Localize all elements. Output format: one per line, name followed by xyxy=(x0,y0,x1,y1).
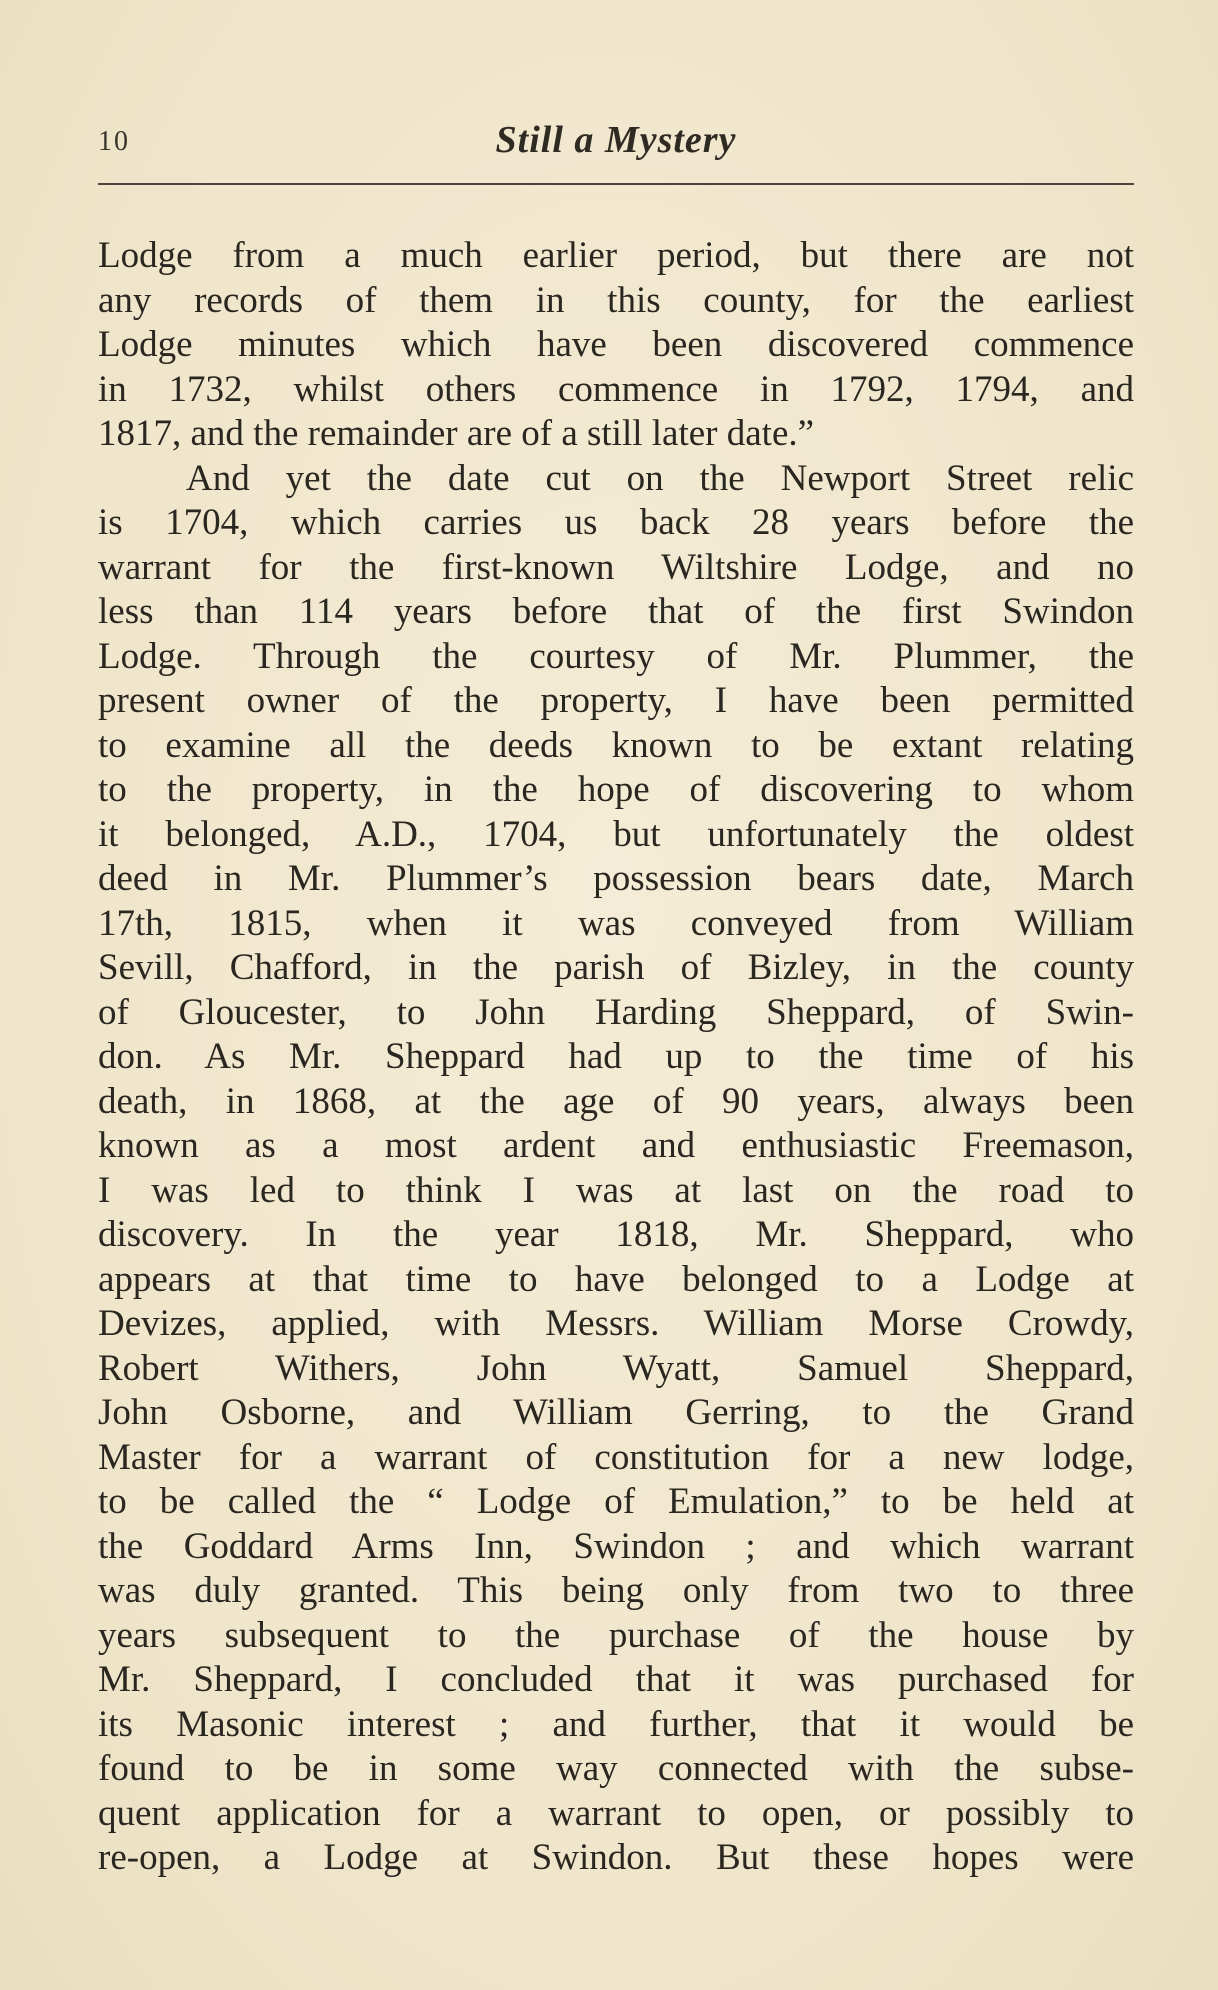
text-line: present owner of the property, I have been permitted xyxy=(98,680,1134,721)
text-line: 17th, 1815, when it was conveyed from William xyxy=(98,902,1134,944)
text-line: found to be in some way connected with the subse- xyxy=(98,1748,1134,1789)
text-line: known as a most ardent and enthusiastic Freemason, xyxy=(98,1125,1134,1166)
text-line: death, in 1868, at the age of 90 years, always been xyxy=(98,1080,1134,1122)
text-line: of Gloucester, to John Harding Sheppard, of Swin- xyxy=(98,991,1134,1033)
text-line: Sevill, Chafford, in the parish of Bizley, in the county xyxy=(98,947,1134,988)
text-line: discovery. In the year 1818, Mr. Sheppard, who xyxy=(98,1214,1134,1255)
text-line: is 1704, which carries us back 28 years before the xyxy=(98,502,1134,543)
page-header xyxy=(98,118,1134,166)
text-line: less than 114 years before that of the first Swindon xyxy=(98,591,1134,632)
text-line: John Osborne, and William Gerring, to the Grand xyxy=(98,1392,1134,1433)
text-line: was duly granted. This being only from two to three xyxy=(98,1570,1134,1611)
text-line: re-open, a Lodge at Swindon. But these hopes were xyxy=(98,1837,1134,1878)
text-line: warrant for the first-known Wiltshire Lodge, and no xyxy=(98,546,1134,588)
running-title: Still a Mystery xyxy=(495,119,737,161)
text-line: it belonged, A.D., 1704, but unfortunately the oldest xyxy=(98,813,1134,855)
text-line: to the property, in the hope of discovering to whom xyxy=(98,769,1134,810)
text-line: deed in Mr. Plummer’s possession bears date, March xyxy=(98,858,1134,899)
text-line: to examine all the deeds known to be extant relating xyxy=(98,724,1134,766)
text-line: Master for a warrant of constitution for a new lodge, xyxy=(98,1436,1134,1478)
text-line: appears at that time to have belonged to a Lodge at xyxy=(98,1258,1134,1300)
page-number: 10 xyxy=(98,126,130,157)
text-line: don. As Mr. Sheppard had up to the time of his xyxy=(98,1036,1134,1077)
text-line: Robert Withers, John Wyatt, Samuel Sheppard, xyxy=(98,1347,1134,1389)
text-line: quent application for a warrant to open, or possibly to xyxy=(98,1792,1134,1834)
text-line: any records of them in this county, for the earliest xyxy=(98,279,1134,321)
text-line: Lodge. Through the courtesy of Mr. Plummer, the xyxy=(98,635,1134,677)
text-line: Devizes, applied, with Messrs. William Morse Crowdy, xyxy=(98,1303,1134,1344)
text-line: Mr. Sheppard, I concluded that it was purchased for xyxy=(98,1659,1134,1700)
header-rule xyxy=(98,183,1134,185)
text-line: years subsequent to the purchase of the house by xyxy=(98,1614,1134,1656)
text-line: And yet the date cut on the Newport Street relic xyxy=(186,457,1134,499)
text-line: to be called the “ Lodge of Emulation,” to be held at xyxy=(98,1481,1134,1522)
text-line: 1817, and the remainder are of a still later date.” xyxy=(98,413,815,454)
text-line: Lodge minutes which have been discovered commence xyxy=(98,324,1134,365)
text-line: its Masonic interest ; and further, that it would be xyxy=(98,1703,1134,1745)
text-line: in 1732, whilst others commence in 1792, 1794, and xyxy=(98,368,1134,410)
text-line: I was led to think I was at last on the road to xyxy=(98,1169,1134,1211)
text-line: Lodge from a much earlier period, but there are not xyxy=(98,235,1134,276)
text-line: the Goddard Arms Inn, Swindon ; and which warrant xyxy=(98,1525,1134,1567)
body-text xyxy=(98,234,1134,1881)
